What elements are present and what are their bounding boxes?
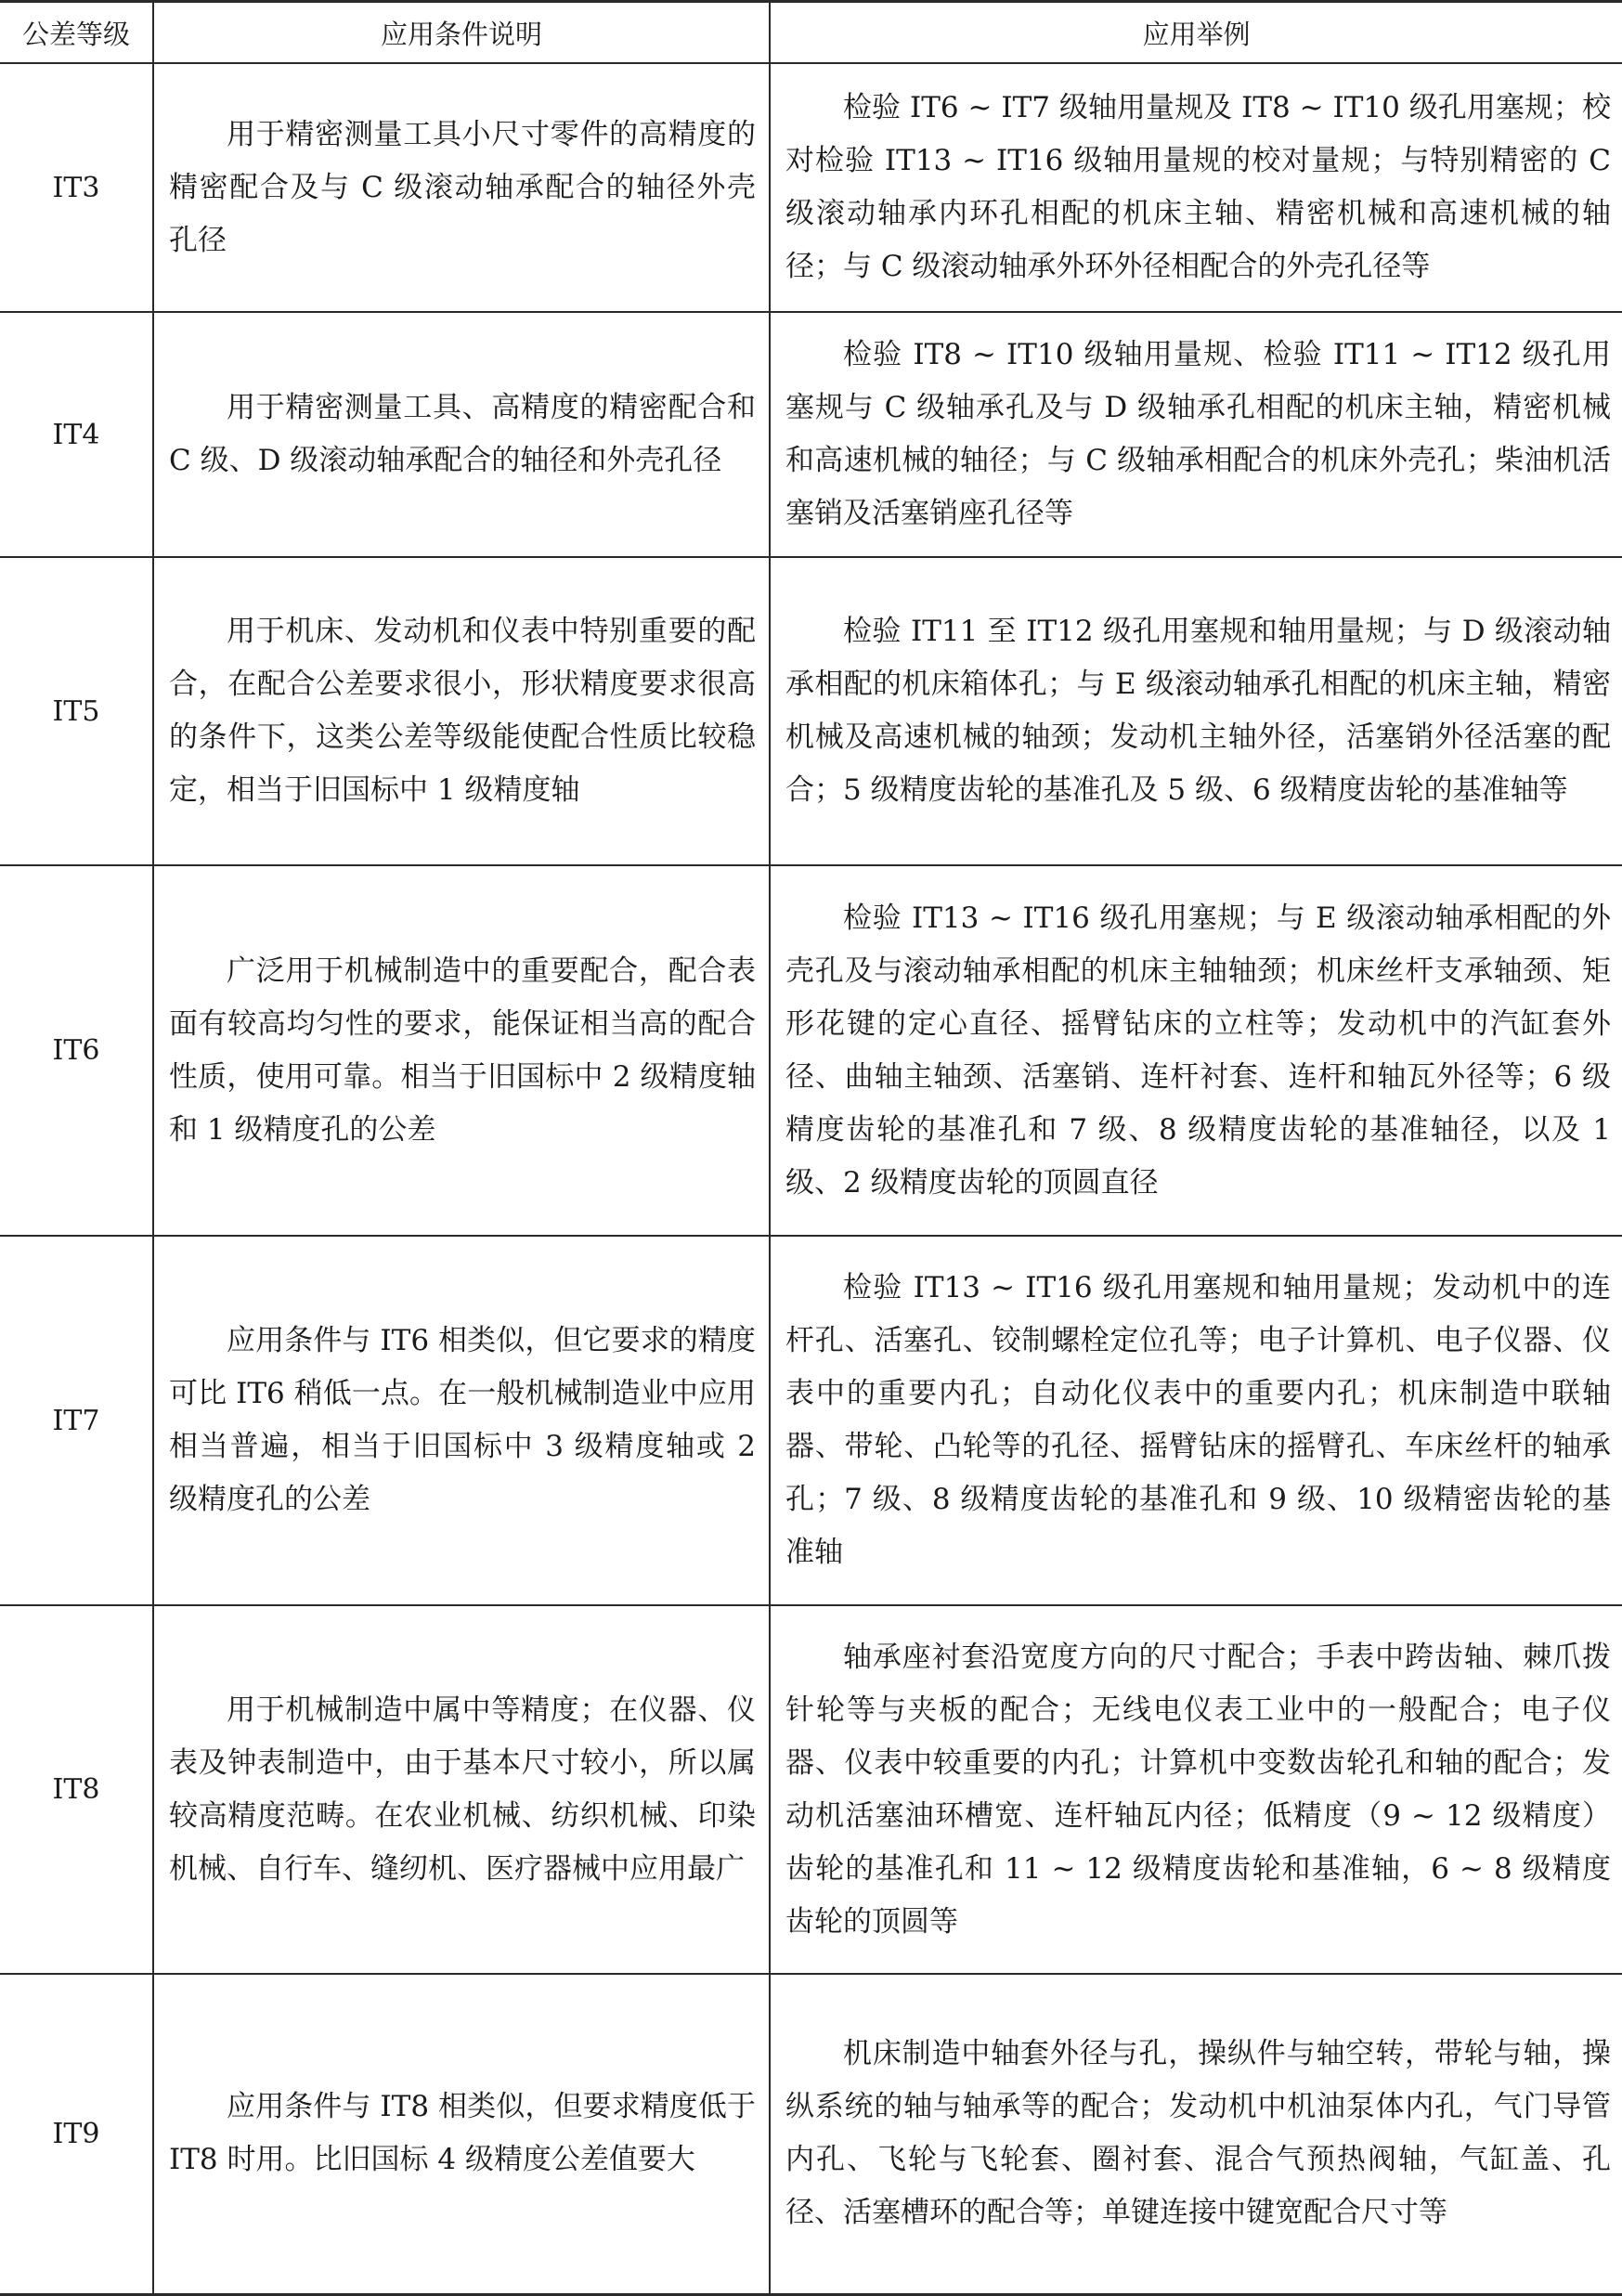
grade-cell: IT8	[0, 1605, 153, 1974]
table-row	[0, 865, 1622, 1236]
example-cell: 检验 IT8 ~ IT10 级轴用量规、检验 IT11 ~ IT12 级孔用塞规与 C 级轴承孔及与 D 级轴承孔相配的机床主轴，精密机械和高速机械的轴径；与 C 级轴承相配合的机床外壳孔；柴油机活塞销及活塞销座孔径等	[770, 312, 1622, 557]
condition-cell: 广泛用于机械制造中的重要配合，配合表面有较高均匀性的要求，能保证相当高的配合性质，使用可靠。相当于旧国标中 2 级精度轴和 1 级精度孔的公差	[153, 865, 770, 1236]
example-cell: 检验 IT13 ~ IT16 级孔用塞规；与 E 级滚动轴承相配的外壳孔及与滚动轴承相配的机床主轴轴颈；机床丝杆支承轴颈、矩形花键的定心直径、摇臂钻床的立柱等；发动机中的汽缸套外径、曲轴主轴颈、活塞销、连杆衬套、连杆和轴瓦外径等；6 级精度齿轮的基准孔和 7 级、8 级精度齿轮的基准轴径，以及 1 级、2 级精度齿轮的顶圆直径	[770, 865, 1622, 1236]
table-row	[0, 1974, 1622, 2294]
grade-cell: IT3	[0, 63, 153, 312]
table-row	[0, 1605, 1622, 1974]
condition-cell: 用于精密测量工具、高精度的精密配合和 C 级、D 级滚动轴承配合的轴径和外壳孔径	[153, 312, 770, 557]
condition-cell: 应用条件与 IT6 相类似，但它要求的精度可比 IT6 稍低一点。在一般机械制造业中应用相当普遍，相当于旧国标中 3 级精度轴或 2 级精度孔的公差	[153, 1236, 770, 1605]
header-grade: 公差等级	[0, 2, 153, 64]
grade-cell: IT7	[0, 1236, 153, 1605]
example-cell: 检验 IT11 至 IT12 级孔用塞规和轴用量规；与 D 级滚动轴承相配的机床箱体孔；与 E 级滚动轴承孔相配的机床主轴，精密机械及高速机械的轴颈；发动机主轴外径，活塞销外径活塞的配合；5 级精度齿轮的基准孔及 5 级、6 级精度齿轮的基准轴等	[770, 557, 1622, 865]
header-example: 应用举例	[770, 2, 1622, 64]
table-row	[0, 312, 1622, 557]
condition-cell: 用于精密测量工具小尺寸零件的高精度的精密配合及与 C 级滚动轴承配合的轴径外壳孔径	[153, 63, 770, 312]
condition-cell: 应用条件与 IT8 相类似，但要求精度低于 IT8 时用。比旧国标 4 级精度公差值要大	[153, 1974, 770, 2294]
header-condition: 应用条件说明	[153, 2, 770, 64]
condition-cell: 用于机床、发动机和仪表中特别重要的配合，在配合公差要求很小，形状精度要求很高的条件下，这类公差等级能使配合性质比较稳定，相当于旧国标中 1 级精度轴	[153, 557, 770, 865]
example-cell: 机床制造中轴套外径与孔，操纵件与轴空转，带轮与轴，操纵系统的轴与轴承等的配合；发动机中机油泵体内孔，气门导管内孔、飞轮与飞轮套、圈衬套、混合气预热阀轴，气缸盖、孔径、活塞槽环的配合等；单键连接中键宽配合尺寸等	[770, 1974, 1622, 2294]
table-row	[0, 557, 1622, 865]
grade-cell: IT9	[0, 1974, 153, 2294]
table-row	[0, 63, 1622, 312]
example-cell: 轴承座衬套沿宽度方向的尺寸配合；手表中跨齿轴、棘爪拨针轮等与夹板的配合；无线电仪表工业中的一般配合；电子仪器、仪表中较重要的内孔；计算机中变数齿轮孔和轴的配合；发动机活塞油环槽宽、连杆轴瓦内径；低精度（9 ~ 12 级精度）齿轮的基准孔和 11 ~ 12 级精度齿轮和基准轴，6 ~ 8 级精度齿轮的顶圆等	[770, 1605, 1622, 1974]
condition-cell: 用于机械制造中属中等精度；在仪器、仪表及钟表制造中，由于基本尺寸较小，所以属较高精度范畴。在农业机械、纺织机械、印染机械、自行车、缝纫机、医疗器械中应用最广	[153, 1605, 770, 1974]
example-cell: 检验 IT13 ~ IT16 级孔用塞规和轴用量规；发动机中的连杆孔、活塞孔、铰制螺栓定位孔等；电子计算机、电子仪器、仪表中的重要内孔；自动化仪表中的重要内孔；机床制造中联轴器、带轮、凸轮等的孔径、摇臂钻床的摇臂孔、车床丝杆的轴承孔；7 级、8 级精度齿轮的基准孔和 9 级、10 级精密齿轮的基准轴	[770, 1236, 1622, 1605]
table-row	[0, 1236, 1622, 1605]
header-row	[0, 2, 1622, 64]
grade-cell: IT4	[0, 312, 153, 557]
example-cell: 检验 IT6 ~ IT7 级轴用量规及 IT8 ~ IT10 级孔用塞规；校对检验 IT13 ~ IT16 级轴用量规的校对量规；与特别精密的 C 级滚动轴承内环孔相配的机床主轴、精密机械和高速机械的轴径；与 C 级滚动轴承外环外径相配合的外壳孔径等	[770, 63, 1622, 312]
grade-cell: IT5	[0, 557, 153, 865]
grade-cell: IT6	[0, 865, 153, 1236]
